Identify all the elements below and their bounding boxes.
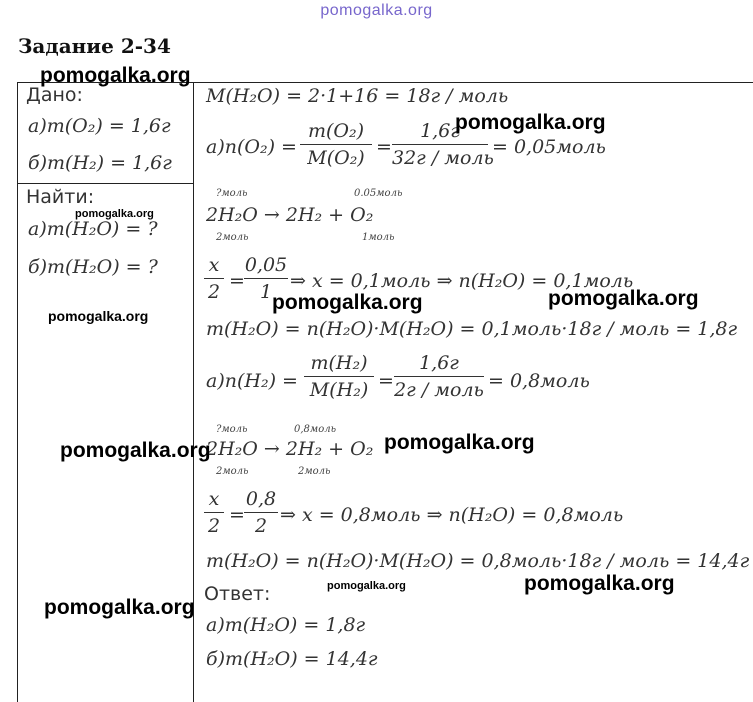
fraction-numerator: 0,05	[244, 254, 288, 276]
fraction-denominator: 2	[254, 515, 268, 537]
find-label: Найти:	[26, 186, 95, 208]
fraction-denominator: 2	[207, 515, 221, 537]
answer-label: Ответ:	[204, 583, 271, 605]
watermark: pomogalka.org	[60, 439, 211, 462]
watermark: pomogalka.org	[48, 308, 149, 324]
watermark: pomogalka.org	[524, 572, 675, 595]
site-header-link[interactable]: pomogalka.org	[320, 2, 433, 19]
fraction-denominator: 2г / моль	[394, 379, 484, 401]
given-b: б)m(H₂) = 1,6г	[28, 152, 172, 174]
fraction-bar	[392, 144, 488, 145]
eqn1-top-left: ?моль	[216, 188, 248, 199]
given-find-divider	[17, 183, 194, 184]
watermark: pomogalka.org	[40, 64, 191, 87]
fraction-numerator: x	[208, 488, 220, 510]
fraction-bar	[204, 278, 224, 279]
eqn1-top-right: 0.05моль	[354, 188, 403, 199]
watermark: pomogalka.org	[384, 431, 535, 454]
fraction-numerator: 1,6г	[419, 352, 459, 374]
eqn2-bottom-right: 2моль	[298, 466, 331, 477]
proportion1-result: ⇒ x = 0,1моль ⇒ n(H₂O) = 0,1моль	[290, 270, 634, 292]
fraction-numerator: x	[208, 254, 220, 276]
fraction-bar	[394, 376, 484, 377]
given-a: а)m(O₂) = 1,6г	[28, 115, 171, 137]
find-a: а)m(H₂O) = ?	[28, 218, 158, 240]
proportion1-equals: =	[229, 270, 245, 292]
reaction-equation-1: 2H₂O → 2H₂ + O₂	[206, 204, 374, 226]
fraction-bar	[204, 512, 224, 513]
fraction-bar	[300, 144, 372, 145]
eqn1-bottom-right: 1моль	[362, 232, 395, 243]
reaction-equation-2: 2H₂O → 2H₂ + O₂	[206, 438, 374, 460]
proportion2-result: ⇒ x = 0,8моль ⇒ n(H₂O) = 0,8моль	[280, 504, 624, 526]
molar-mass-line: M(H₂O) = 2·1+16 = 18г / моль	[206, 85, 509, 107]
given-label: Дано:	[26, 84, 83, 106]
fraction-denominator: 1	[259, 281, 273, 303]
mass-calc-1: m(H₂O) = n(H₂O)·M(H₂O) = 0,1моль·18г / моль = 1,8г	[206, 318, 738, 340]
watermark: pomogalka.org	[548, 287, 699, 310]
fraction-bar	[304, 376, 374, 377]
mass-calc-2: m(H₂O) = n(H₂O)·M(H₂O) = 0,8моль·18г / моль = 14,4г	[206, 550, 750, 572]
eqn2-top-right: 0,8моль	[294, 424, 337, 435]
n-h2-result: = 0,8моль	[488, 370, 590, 392]
n-o2-lhs: а)n(O₂) =	[206, 136, 297, 158]
fraction-numerator: m(H₂)	[310, 352, 368, 374]
proportion1-left	[204, 254, 224, 303]
watermark: pomogalka.org	[44, 596, 195, 619]
answer-a: а)m(H₂O) = 1,8г	[206, 614, 366, 636]
n-h2-fraction-values	[394, 352, 484, 401]
watermark: pomogalka.org	[272, 291, 423, 314]
proportion2-equals: =	[229, 504, 245, 526]
fraction-denominator: 32г / моль	[392, 147, 494, 169]
fraction-numerator: 1,6г	[420, 120, 460, 142]
answer-b: б)m(H₂O) = 14,4г	[206, 648, 378, 670]
fraction-numerator: 0,8	[245, 488, 277, 510]
task-title: Задание 2-34	[18, 34, 171, 58]
watermark: pomogalka.org	[75, 208, 154, 220]
equals-sign: =	[378, 370, 394, 392]
fraction-bar	[244, 512, 278, 513]
fraction-bar	[244, 278, 288, 279]
watermark: pomogalka.org	[327, 580, 406, 592]
n-h2-lhs: а)n(H₂) =	[206, 370, 298, 392]
fraction-numerator: m(O₂)	[307, 120, 365, 142]
fraction-denominator: 2	[207, 281, 221, 303]
eqn2-top-left: ?моль	[216, 424, 248, 435]
proportion2-left	[204, 488, 224, 537]
fraction-denominator: M(H₂)	[309, 379, 369, 401]
proportion2-right	[244, 488, 278, 537]
n-o2-fraction-mass	[300, 120, 372, 169]
eqn1-bottom-left: 2моль	[216, 232, 249, 243]
equals-sign: =	[376, 136, 392, 158]
eqn2-bottom-left: 2моль	[216, 466, 249, 477]
fraction-denominator: M(O₂)	[307, 147, 365, 169]
n-h2-fraction-mass	[304, 352, 374, 401]
find-b: б)m(H₂O) = ?	[28, 256, 158, 278]
n-o2-result: = 0,05моль	[492, 136, 606, 158]
watermark: pomogalka.org	[455, 111, 606, 134]
